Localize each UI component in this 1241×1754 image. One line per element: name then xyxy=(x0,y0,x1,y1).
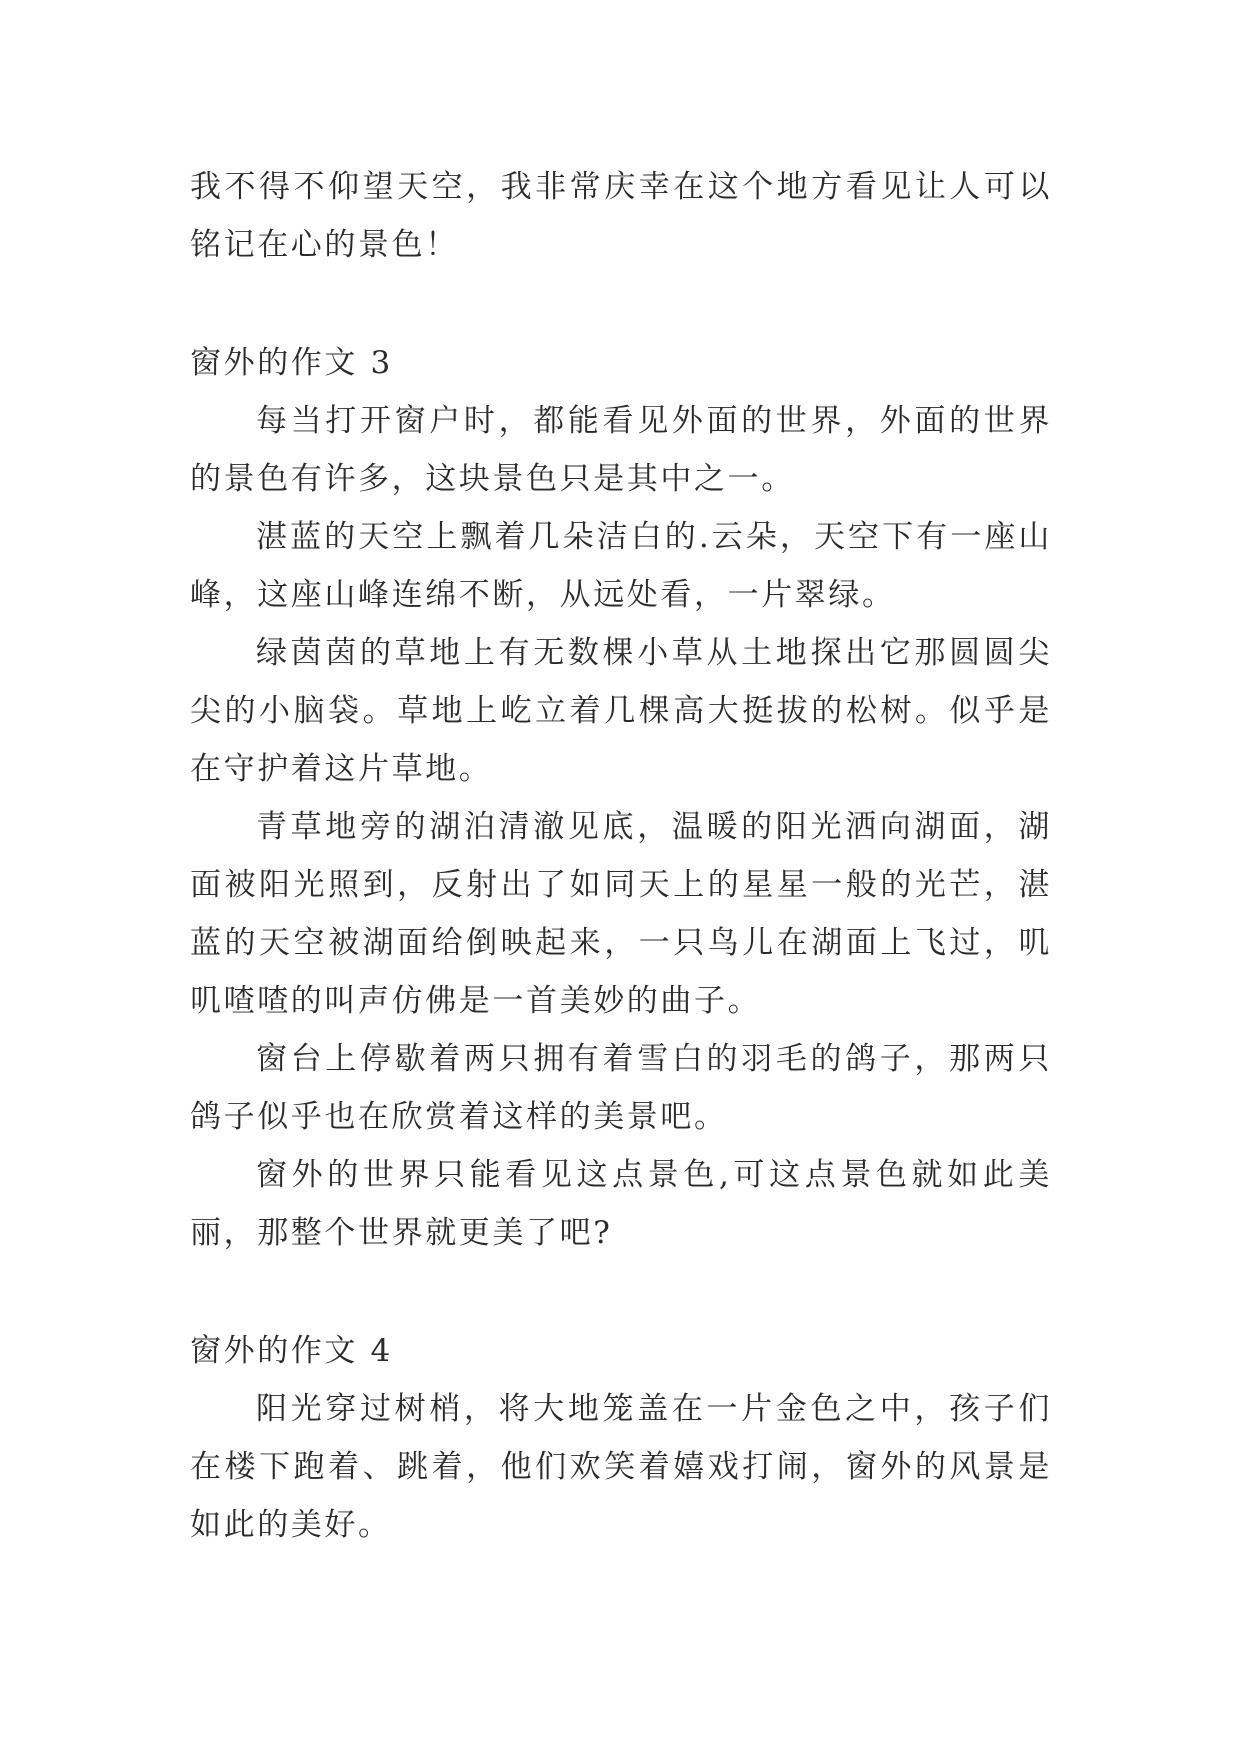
section-4-title: 窗外的作文 4 xyxy=(190,1333,393,1369)
section-3-paragraph-3: 绿茵茵的草地上有无数棵小草从土地探出它那圆圆尖尖的小脑袋。草地上屹立着几棵高大挺拔的松树。似乎是在守护着这片草地。 xyxy=(190,635,1052,787)
section-3-paragraph-4: 青草地旁的湖泊清澈见底，温暖的阳光洒向湖面，湖面被阳光照到，反射出了如同天上的星星一般的光芒，湛蓝的天空被湖面给倒映起来，一只鸟儿在湖面上飞过，叽叽喳喳的叫声仿佛是一首美妙的曲子。 xyxy=(190,809,1052,1019)
section-3-paragraph-2: 湛蓝的天空上飘着几朵洁白的.云朵，天空下有一座山峰，这座山峰连绵不断，从远处看，一片翠绿。 xyxy=(190,519,1052,613)
section-4-paragraph-1: 阳光穿过树梢，将大地笼盖在一片金色之中，孩子们在楼下跑着、跳着，他们欢笑着嬉戏打闹，窗外的风景是如此的美好。 xyxy=(190,1391,1052,1543)
section-3-paragraph-1: 每当打开窗户时，都能看见外面的世界，外面的世界的景色有许多，这块景色只是其中之一。 xyxy=(190,403,1052,497)
section-spacer xyxy=(190,1262,1052,1322)
intro-paragraph: 我不得不仰望天空，我非常庆幸在这个地方看见让人可以铭记在心的景色！ xyxy=(190,169,1052,263)
section-spacer xyxy=(190,274,1052,334)
section-3-paragraph-5: 窗台上停歇着两只拥有着雪白的羽毛的鸽子，那两只鸽子似乎也在欣赏着这样的美景吧。 xyxy=(190,1041,1052,1135)
section-3-paragraph-6: 窗外的世界只能看见这点景色,可这点景色就如此美丽，那整个世界就更美了吧? xyxy=(190,1157,1052,1251)
section-3-title: 窗外的作文 3 xyxy=(190,345,393,381)
document-page xyxy=(190,158,1052,1554)
